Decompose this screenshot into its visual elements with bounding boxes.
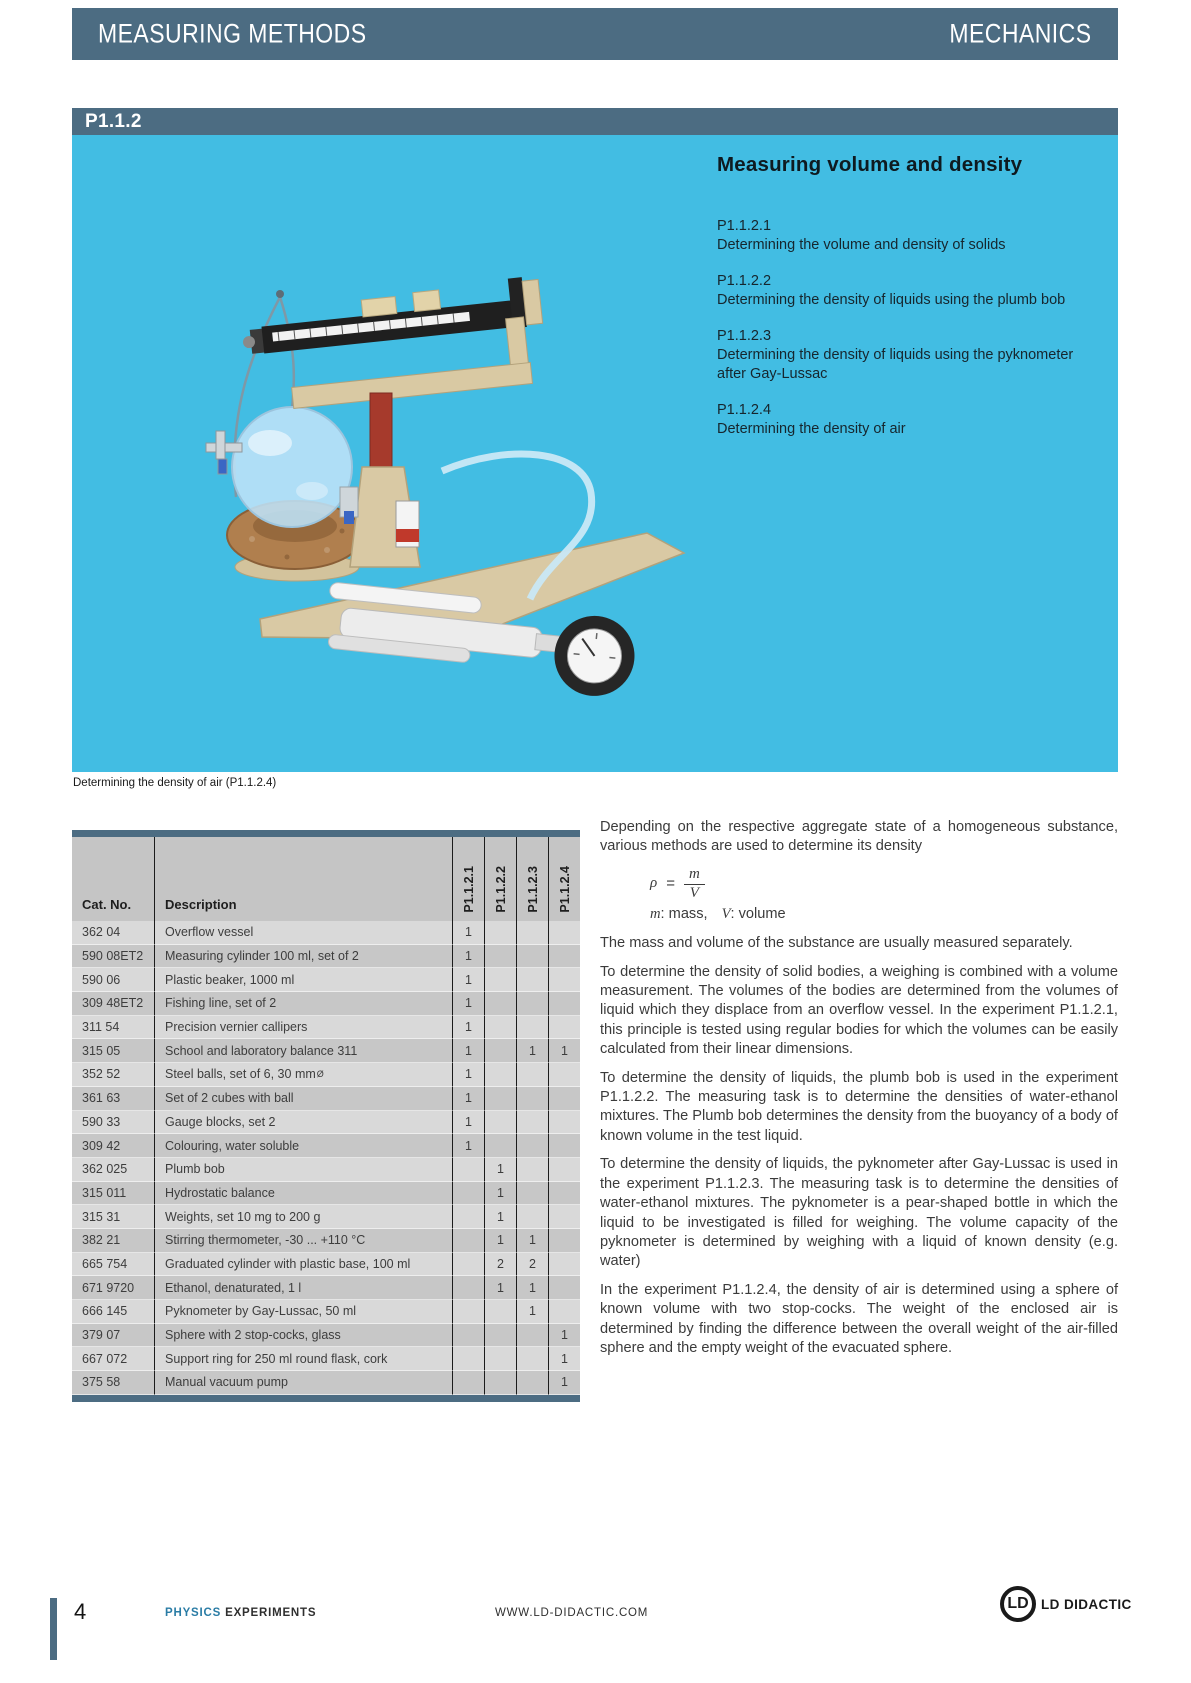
qty-cell-experiment-4 <box>548 1087 580 1111</box>
page-header-bar <box>72 8 1118 60</box>
qty-cell-experiment-1 <box>452 1158 484 1182</box>
qty-cell-experiment-4 <box>548 1016 580 1040</box>
section-code: P1.1.2 <box>85 110 142 132</box>
qty-cell-experiment-3: 2 <box>516 1253 548 1277</box>
series-label-physics: PHYSICS <box>165 1607 222 1619</box>
description-cell: Manual vacuum pump <box>154 1371 452 1395</box>
cat-no-cell: 315 011 <box>72 1182 154 1206</box>
table-row <box>72 1276 580 1300</box>
table-row <box>72 1182 580 1206</box>
qty-cell-experiment-2 <box>484 1063 516 1087</box>
table-row <box>72 1134 580 1158</box>
experiment-title: Determining the density of air <box>717 421 906 437</box>
qty-cell-experiment-4 <box>548 1276 580 1300</box>
photo-caption: Determining the density of air (P1.1.2.4) <box>73 777 277 789</box>
qty-cell-experiment-3 <box>516 1134 548 1158</box>
qty-cell-experiment-3 <box>516 992 548 1016</box>
equipment-table <box>72 830 580 1402</box>
table-row <box>72 1205 580 1229</box>
experiment-items <box>717 217 1101 439</box>
cat-no-cell: 375 58 <box>72 1371 154 1395</box>
table-row <box>72 921 580 945</box>
qty-cell-experiment-3: 1 <box>516 1300 548 1324</box>
cat-no-cell: 379 07 <box>72 1324 154 1348</box>
experiment-title: Determining the density of liquids using the pyknometer after Gay-Lussac <box>717 347 1074 382</box>
glass-sphere <box>232 407 352 527</box>
column-header-experiment-3: P1.1.2.3 <box>516 837 548 921</box>
series-label-experiments: EXPERIMENTS <box>225 1607 317 1619</box>
qty-cell-experiment-2 <box>484 1300 516 1324</box>
qty-cell-experiment-1: 1 <box>452 1111 484 1135</box>
qty-cell-experiment-2: 1 <box>484 1229 516 1253</box>
cat-no-cell: 361 63 <box>72 1087 154 1111</box>
paragraph-solids: To determine the density of solid bodies, a weighing is combined with a volume measurement. The volumes of the bodies are determined from the volumes of liquid which they displace from an overflow vessel. In the experiment P1.1.2.1, this principle is tested using regular bodies for which the volumes can be easily calculated from their linear dimensions. <box>600 963 1118 1058</box>
description-cell: Hydrostatic balance <box>154 1182 452 1206</box>
balance-pedestal <box>340 467 420 567</box>
cat-no-cell: 362 04 <box>72 921 154 945</box>
table-row <box>72 1324 580 1348</box>
qty-cell-experiment-1 <box>452 1347 484 1371</box>
qty-cell-experiment-4 <box>548 1300 580 1324</box>
qty-cell-experiment-4 <box>548 968 580 992</box>
footer-accent-bar <box>50 1598 57 1660</box>
equipment-photo-illustration <box>112 235 712 755</box>
formula-fraction: $\frac{m}{V}$ <box>684 866 705 902</box>
qty-cell-experiment-3: 1 <box>516 1276 548 1300</box>
description-cell: Weights, set 10 mg to 200 g <box>154 1205 452 1229</box>
description-cell: Plastic beaker, 1000 ml <box>154 968 452 992</box>
cat-no-cell: 665 754 <box>72 1253 154 1277</box>
qty-cell-experiment-3 <box>516 1371 548 1395</box>
balance-column <box>370 393 392 469</box>
logo-text: LD DIDACTIC <box>1041 1596 1132 1612</box>
table-bottom-bar <box>72 1395 580 1402</box>
description-cell: Sphere with 2 stop-cocks, glass <box>154 1324 452 1348</box>
experiment-code: P1.1.2.2 <box>717 273 772 289</box>
qty-cell-experiment-2 <box>484 1039 516 1063</box>
experiments-panel <box>72 135 1118 772</box>
experiment-code: P1.1.2.3 <box>717 328 772 344</box>
experiment-code: P1.1.2.4 <box>717 402 772 418</box>
qty-cell-experiment-4: 1 <box>548 1039 580 1063</box>
qty-cell-experiment-3 <box>516 1324 548 1348</box>
qty-cell-experiment-4 <box>548 945 580 969</box>
cat-no-cell: 362 025 <box>72 1158 154 1182</box>
header-left-title: MEASURING METHODS <box>98 18 367 49</box>
article-text <box>600 818 1118 1367</box>
description-cell: Gauge blocks, set 2 <box>154 1111 452 1135</box>
qty-cell-experiment-2 <box>484 921 516 945</box>
table-header-row <box>72 837 580 921</box>
qty-cell-experiment-2 <box>484 1111 516 1135</box>
cat-no-cell: 315 05 <box>72 1039 154 1063</box>
qty-cell-experiment-3 <box>516 945 548 969</box>
qty-cell-experiment-1 <box>452 1182 484 1206</box>
page-number: 4 <box>74 1599 87 1624</box>
experiment-item <box>717 327 1101 384</box>
cat-no-cell: 311 54 <box>72 1016 154 1040</box>
qty-cell-experiment-1 <box>452 1300 484 1324</box>
table-row <box>72 1347 580 1371</box>
table-body <box>72 921 580 1395</box>
qty-cell-experiment-3 <box>516 921 548 945</box>
qty-cell-experiment-3 <box>516 1158 548 1182</box>
table-row <box>72 1016 580 1040</box>
description-cell: Measuring cylinder 100 ml, set of 2 <box>154 945 452 969</box>
qty-cell-experiment-1: 1 <box>452 992 484 1016</box>
qty-cell-experiment-1 <box>452 1324 484 1348</box>
cat-no-cell: 667 072 <box>72 1347 154 1371</box>
column-header-experiment-2: P1.1.2.2 <box>484 837 516 921</box>
qty-cell-experiment-3 <box>516 1182 548 1206</box>
table-row <box>72 1039 580 1063</box>
series-label <box>165 1607 316 1619</box>
cat-no-cell: 352 52 <box>72 1063 154 1087</box>
table-row <box>72 1253 580 1277</box>
paragraph-mass-volume: The mass and volume of the substance are usually measured separately. <box>600 935 1073 952</box>
description-cell: Pyknometer by Gay-Lussac, 50 ml <box>154 1300 452 1324</box>
qty-cell-experiment-1 <box>452 1371 484 1395</box>
qty-cell-experiment-4 <box>548 1063 580 1087</box>
experiment-item <box>717 401 1101 439</box>
description-cell: Plumb bob <box>154 1158 452 1182</box>
table-row <box>72 992 580 1016</box>
cat-no-cell: 671 9720 <box>72 1276 154 1300</box>
table-row <box>72 945 580 969</box>
qty-cell-experiment-2: 1 <box>484 1276 516 1300</box>
qty-cell-experiment-4 <box>548 1134 580 1158</box>
table-row <box>72 1158 580 1182</box>
qty-cell-experiment-2: 1 <box>484 1205 516 1229</box>
website-url: WWW.LD-DIDACTIC.COM <box>495 1607 649 1619</box>
cat-no-cell: 315 31 <box>72 1205 154 1229</box>
table-top-bar <box>72 830 580 837</box>
paragraph-air-density: In the experiment P1.1.2.4, the density of air is determined using a sphere of known volume with two stop-cocks. The weight of the enclosed air is determined by finding the difference between the overall weight of the air-filled sphere and the empty weight of the evacuated sphere. <box>600 1281 1118 1356</box>
qty-cell-experiment-4: 1 <box>548 1347 580 1371</box>
qty-cell-experiment-1 <box>452 1276 484 1300</box>
description-cell: Ethanol, denaturated, 1 l <box>154 1276 452 1300</box>
qty-cell-experiment-2 <box>484 1087 516 1111</box>
section-heading: Measuring volume and density <box>717 153 1023 176</box>
table-row <box>72 1111 580 1135</box>
column-header-cat-no: Cat. No. <box>82 897 132 912</box>
qty-cell-experiment-1 <box>452 1253 484 1277</box>
qty-cell-experiment-1 <box>452 1205 484 1229</box>
description-cell: Stirring thermometer, -30 ... +110 °C <box>154 1229 452 1253</box>
qty-cell-experiment-2 <box>484 1371 516 1395</box>
paragraph-pyknometer: To determine the density of liquids, the pyknometer after Gay-Lussac is used in the experiment P1.1.2.3. The measuring task is to determine the densities of water-ethanol mixtures. The pyknometer is a pear-shaped bottle in which the liquid to be investigated is filled for weighing. The volume capacity of the pyknometer is determined by weighing with a liquid of known density (e.g. water) <box>600 1156 1118 1270</box>
qty-cell-experiment-3 <box>516 1111 548 1135</box>
description-cell: Support ring for 250 ml round flask, cork <box>154 1347 452 1371</box>
table-row <box>72 1087 580 1111</box>
qty-cell-experiment-2 <box>484 1016 516 1040</box>
qty-cell-experiment-2: 1 <box>484 1158 516 1182</box>
paragraph-plumb-bob: To determine the density of liquids, the plumb bob is used in the experiment P1.1.2.2. The measuring task is to determine the densities of water-ethanol mixtures. The Plumb bob determines the density from the buoyancy of a body of known volume in the test liquid. <box>600 1069 1118 1144</box>
cat-no-cell: 309 42 <box>72 1134 154 1158</box>
qty-cell-experiment-2: 1 <box>484 1182 516 1206</box>
description-cell: Set of 2 cubes with ball <box>154 1087 452 1111</box>
qty-cell-experiment-4 <box>548 1205 580 1229</box>
experiment-code: P1.1.2.1 <box>717 218 772 234</box>
experiments-list <box>717 153 1101 456</box>
qty-cell-experiment-2 <box>484 968 516 992</box>
qty-cell-experiment-3 <box>516 1347 548 1371</box>
description-cell: School and laboratory balance 311 <box>154 1039 452 1063</box>
qty-cell-experiment-3 <box>516 1205 548 1229</box>
qty-cell-experiment-1: 1 <box>452 1063 484 1087</box>
qty-cell-experiment-3 <box>516 968 548 992</box>
qty-cell-experiment-3: 1 <box>516 1229 548 1253</box>
ld-didactic-logo <box>1000 1586 1132 1622</box>
qty-cell-experiment-1: 1 <box>452 1039 484 1063</box>
qty-cell-experiment-1: 1 <box>452 945 484 969</box>
qty-cell-experiment-2 <box>484 1347 516 1371</box>
table-row <box>72 1300 580 1324</box>
table-row <box>72 968 580 992</box>
qty-cell-experiment-4 <box>548 992 580 1016</box>
qty-cell-experiment-1: 1 <box>452 1016 484 1040</box>
formula-equals: = <box>666 875 675 893</box>
description-cell: Colouring, water soluble <box>154 1134 452 1158</box>
qty-cell-experiment-3 <box>516 1063 548 1087</box>
qty-cell-experiment-3 <box>516 1016 548 1040</box>
qty-cell-experiment-2 <box>484 1324 516 1348</box>
description-cell: Precision vernier callipers <box>154 1016 452 1040</box>
experiment-item <box>717 272 1101 310</box>
experiment-item <box>717 217 1101 255</box>
cat-no-cell: 382 21 <box>72 1229 154 1253</box>
paragraph-intro: Depending on the respective aggregate state of a homogeneous substance, various methods are used to determine its density <box>600 819 1118 855</box>
column-header-experiment-1: P1.1.2.1 <box>452 837 484 921</box>
formula-rho: ρ <box>650 875 658 892</box>
qty-cell-experiment-1: 1 <box>452 1134 484 1158</box>
qty-cell-experiment-1: 1 <box>452 1087 484 1111</box>
qty-cell-experiment-2 <box>484 1134 516 1158</box>
table-row <box>72 1371 580 1395</box>
qty-cell-experiment-2: 2 <box>484 1253 516 1277</box>
table-row <box>72 1063 580 1087</box>
description-cell: Overflow vessel <box>154 921 452 945</box>
table-row <box>72 1229 580 1253</box>
description-cell: Graduated cylinder with plastic base, 100 ml <box>154 1253 452 1277</box>
qty-cell-experiment-1: 1 <box>452 921 484 945</box>
qty-cell-experiment-4: 1 <box>548 1324 580 1348</box>
cat-no-cell: 590 06 <box>72 968 154 992</box>
qty-cell-experiment-1: 1 <box>452 968 484 992</box>
qty-cell-experiment-4 <box>548 1158 580 1182</box>
header-right-title: MECHANICS <box>949 18 1092 49</box>
cat-no-cell: 666 145 <box>72 1300 154 1324</box>
qty-cell-experiment-4: 1 <box>548 1371 580 1395</box>
qty-cell-experiment-2 <box>484 945 516 969</box>
experiment-title: Determining the volume and density of solids <box>717 237 1006 253</box>
density-formula <box>650 866 1118 902</box>
qty-cell-experiment-4 <box>548 1253 580 1277</box>
qty-cell-experiment-4 <box>548 1229 580 1253</box>
formula-legend: m: mass, V: volume <box>650 905 786 922</box>
cat-no-cell: 309 48ET2 <box>72 992 154 1016</box>
cat-no-cell: 590 08ET2 <box>72 945 154 969</box>
description-cell: Fishing line, set of 2 <box>154 992 452 1016</box>
column-header-experiment-4: P1.1.2.4 <box>548 837 580 921</box>
cat-no-cell: 590 33 <box>72 1111 154 1135</box>
logo-monogram-icon: LD <box>1000 1586 1036 1622</box>
column-header-description: Description <box>154 837 452 921</box>
qty-cell-experiment-4 <box>548 1182 580 1206</box>
qty-cell-experiment-3: 1 <box>516 1039 548 1063</box>
qty-cell-experiment-2 <box>484 992 516 1016</box>
qty-cell-experiment-1 <box>452 1229 484 1253</box>
section-title-bar <box>72 108 1118 135</box>
description-cell: Steel balls, set of 6, 30 mm Ø <box>154 1063 452 1087</box>
qty-cell-experiment-3 <box>516 1087 548 1111</box>
qty-cell-experiment-4 <box>548 921 580 945</box>
experiment-title: Determining the density of liquids using the plumb bob <box>717 292 1066 308</box>
qty-cell-experiment-4 <box>548 1111 580 1135</box>
